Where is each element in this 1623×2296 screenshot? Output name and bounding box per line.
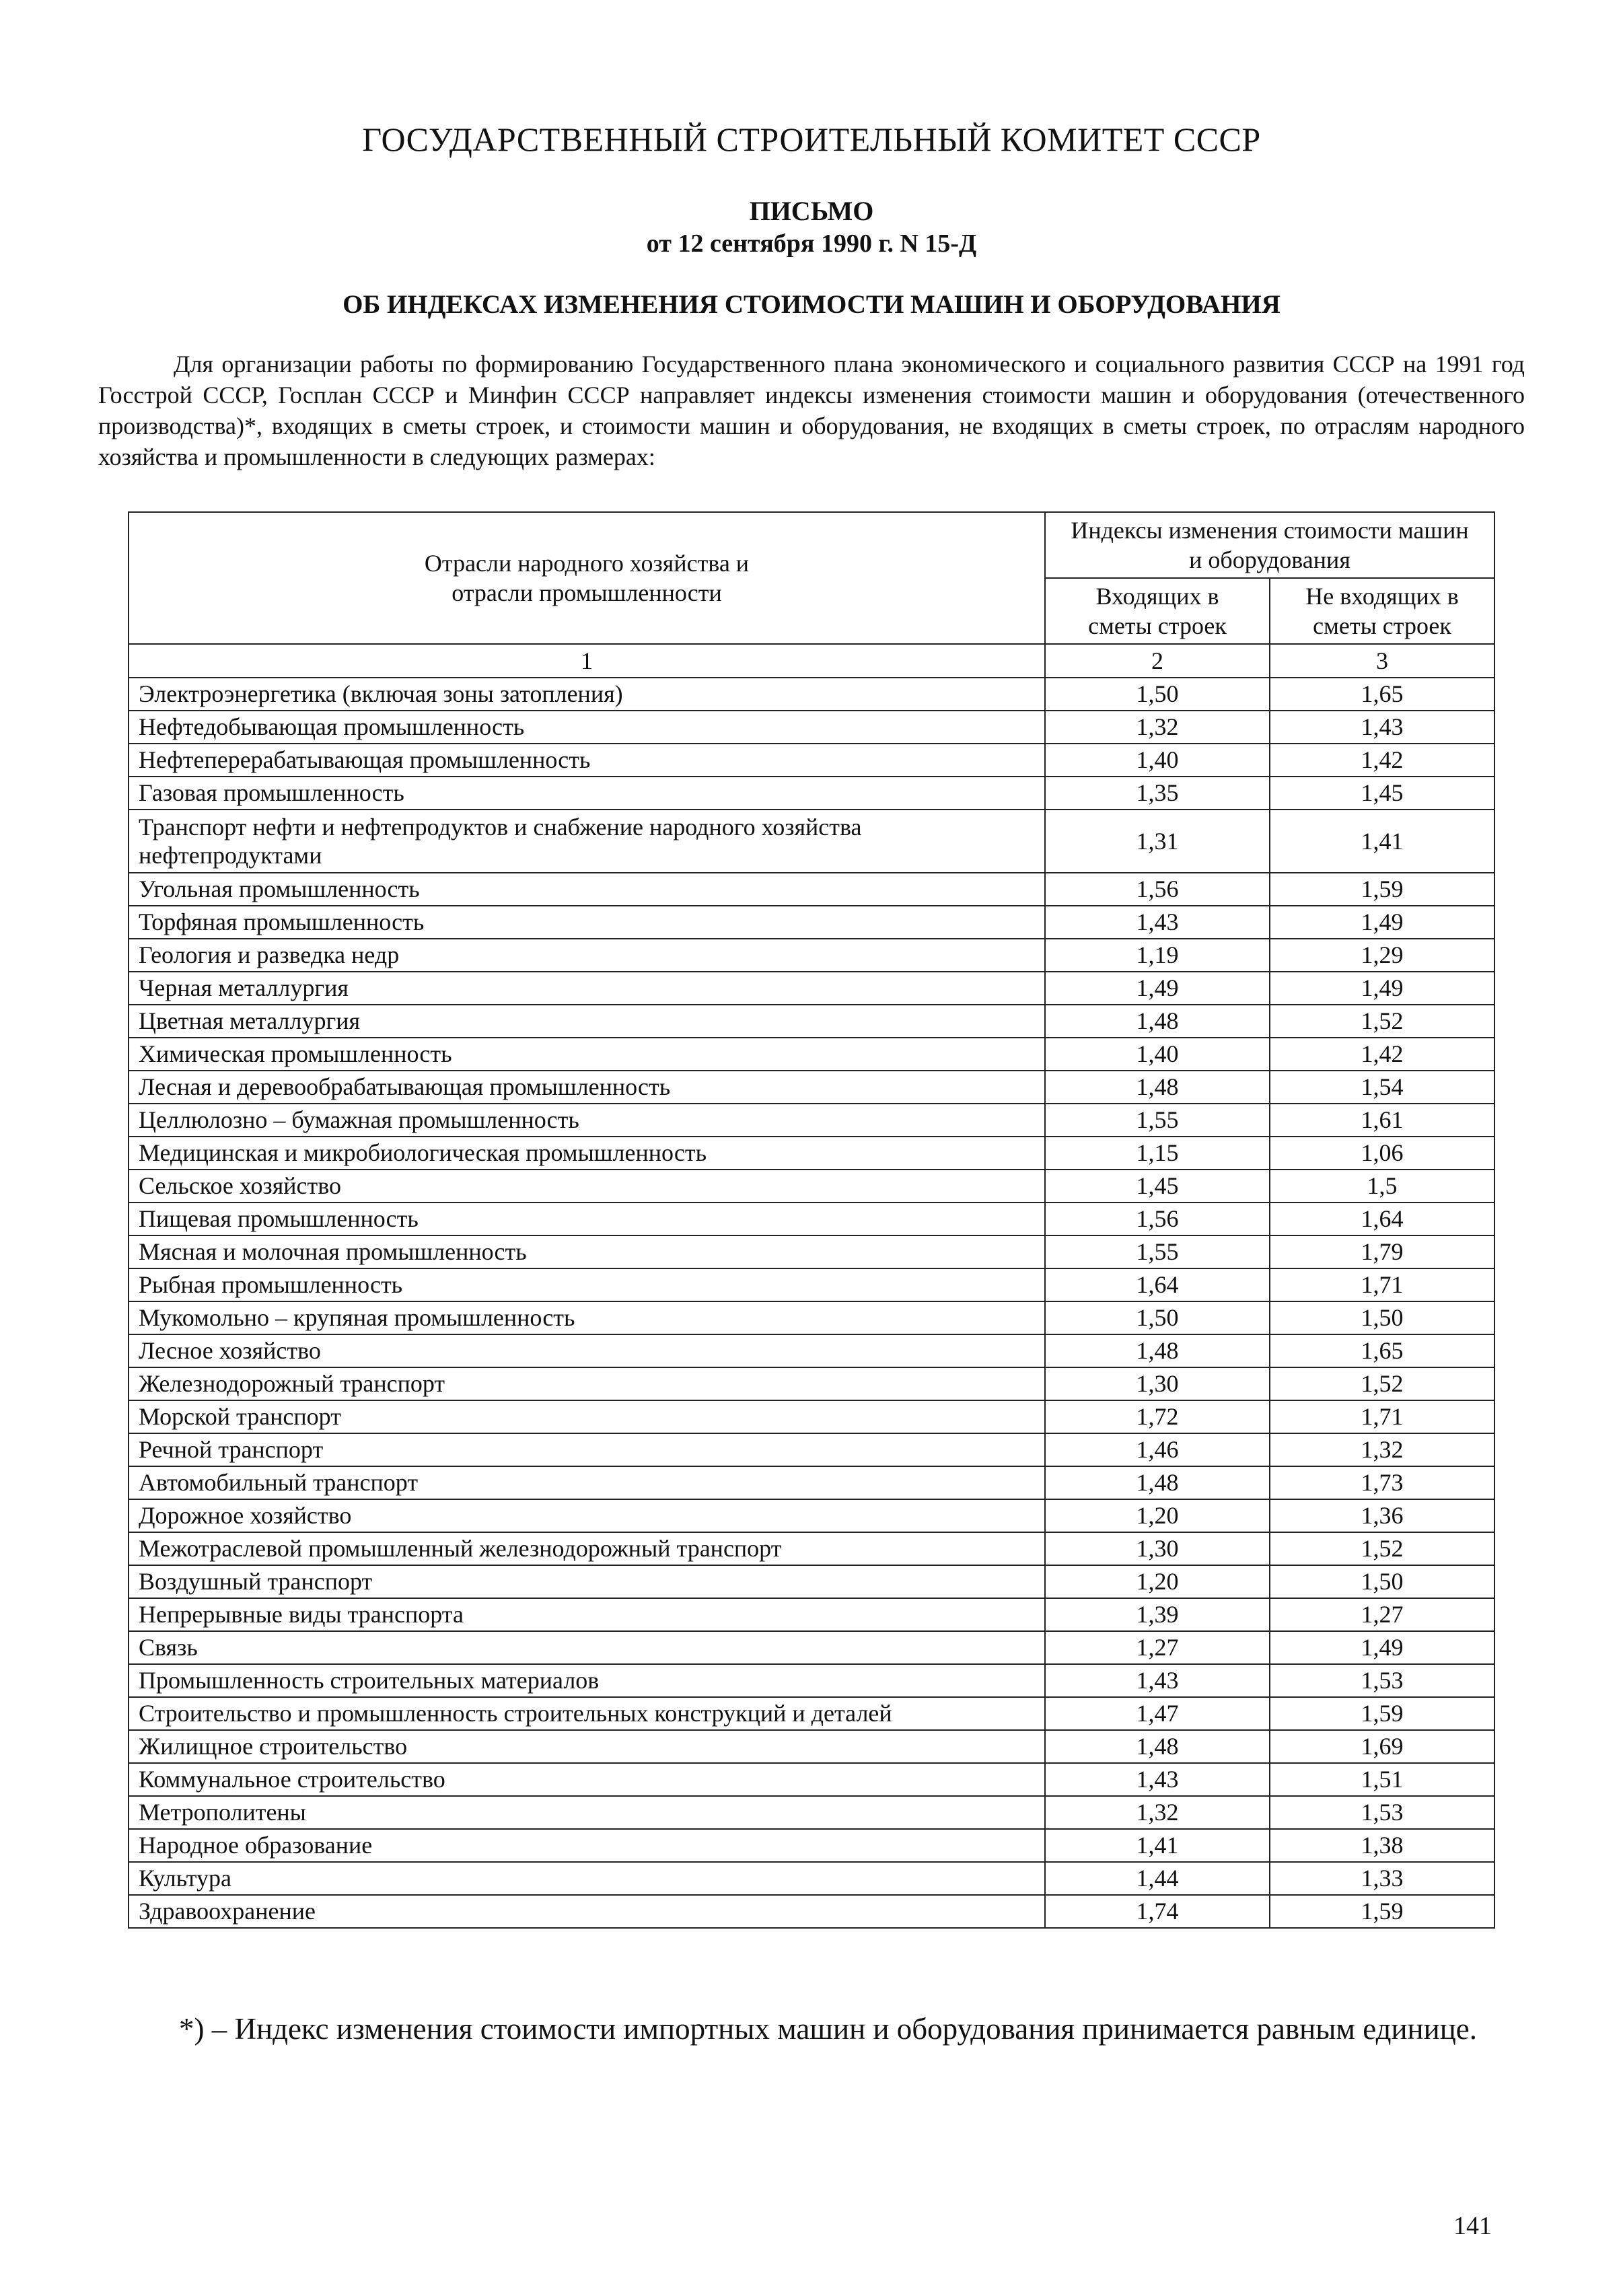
table-row bbox=[129, 1400, 1494, 1433]
industry-name-cell: Здравоохранение bbox=[129, 1895, 1045, 1928]
included-index-cell: 1,19 bbox=[1045, 939, 1270, 972]
column-number: 1 bbox=[129, 644, 1045, 678]
table-row bbox=[129, 1895, 1494, 1928]
industry-name-cell: Торфяная промышленность bbox=[129, 906, 1045, 939]
excluded-index-cell: 1,53 bbox=[1270, 1796, 1494, 1829]
table-row bbox=[129, 1697, 1494, 1730]
industry-name-cell: Строительство и промышленность строительных конструкций и деталей bbox=[129, 1697, 1045, 1730]
excluded-index-cell: 1,51 bbox=[1270, 1763, 1494, 1796]
included-index-cell: 1,20 bbox=[1045, 1499, 1270, 1532]
industry-name-cell: Железнодорожный транспорт bbox=[129, 1367, 1045, 1400]
excluded-index-cell: 1,49 bbox=[1270, 906, 1494, 939]
industry-name-cell: Медицинская и микробиологическая промышленность bbox=[129, 1137, 1045, 1170]
industry-name-cell: Рыбная промышленность bbox=[129, 1268, 1045, 1301]
excluded-index-cell: 1,53 bbox=[1270, 1664, 1494, 1697]
excluded-index-cell: 1,5 bbox=[1270, 1170, 1494, 1203]
industry-name-cell: Связь bbox=[129, 1631, 1045, 1664]
index-table bbox=[128, 511, 1495, 1929]
industry-name-cell: Народное образование bbox=[129, 1829, 1045, 1862]
included-index-cell: 1,15 bbox=[1045, 1137, 1270, 1170]
included-index-cell: 1,44 bbox=[1045, 1862, 1270, 1895]
table-row bbox=[129, 1664, 1494, 1697]
excluded-index-cell: 1,06 bbox=[1270, 1137, 1494, 1170]
table-row bbox=[129, 711, 1494, 744]
document-title: ОБ ИНДЕКСАХ ИЗМЕНЕНИЯ СТОИМОСТИ МАШИН И ОБОРУДОВАНИЯ bbox=[342, 290, 1281, 319]
industry-name-cell: Культура bbox=[129, 1862, 1045, 1895]
excluded-index-cell: 1,45 bbox=[1270, 777, 1494, 810]
table-row bbox=[129, 972, 1494, 1005]
industry-name-cell: Дорожное хозяйство bbox=[129, 1499, 1045, 1532]
included-index-cell: 1,40 bbox=[1045, 744, 1270, 777]
table-row bbox=[129, 1235, 1494, 1268]
industry-name-cell: Воздушный транспорт bbox=[129, 1565, 1045, 1598]
table-row bbox=[129, 1862, 1494, 1895]
table-row bbox=[129, 1796, 1494, 1829]
included-index-cell: 1,74 bbox=[1045, 1895, 1270, 1928]
included-index-cell: 1,55 bbox=[1045, 1235, 1270, 1268]
included-index-cell: 1,43 bbox=[1045, 1664, 1270, 1697]
table-row bbox=[129, 777, 1494, 810]
industry-name-cell: Целлюлозно – бумажная промышленность bbox=[129, 1104, 1045, 1137]
included-index-cell: 1,48 bbox=[1045, 1334, 1270, 1367]
industry-name-cell: Автомобильный транспорт bbox=[129, 1466, 1045, 1499]
industry-name-cell: Транспорт нефти и нефтепродуктов и снабжение народного хозяйства нефтепродуктами bbox=[129, 810, 1045, 873]
table-row bbox=[129, 873, 1494, 906]
excluded-index-cell: 1,36 bbox=[1270, 1499, 1494, 1532]
included-index-cell: 1,30 bbox=[1045, 1367, 1270, 1400]
excluded-index-cell: 1,32 bbox=[1270, 1433, 1494, 1466]
table-row bbox=[129, 1499, 1494, 1532]
table-row bbox=[129, 1598, 1494, 1631]
included-index-cell: 1,43 bbox=[1045, 1763, 1270, 1796]
industry-name-cell: Нефтедобывающая промышленность bbox=[129, 711, 1045, 744]
industry-name-cell: Сельское хозяйство bbox=[129, 1170, 1045, 1203]
included-index-cell: 1,35 bbox=[1045, 777, 1270, 810]
included-index-cell: 1,31 bbox=[1045, 810, 1270, 873]
industry-name-cell: Нефтеперерабатывающая промышленность bbox=[129, 744, 1045, 777]
header-index-group-text: Индексы изменения стоимости машин и оборудования bbox=[1071, 517, 1469, 573]
table-row bbox=[129, 1565, 1494, 1598]
industry-name-cell: Речной транспорт bbox=[129, 1433, 1045, 1466]
industry-name-cell: Химическая промышленность bbox=[129, 1038, 1045, 1071]
excluded-index-cell: 1,50 bbox=[1270, 1565, 1494, 1598]
industry-name-cell: Промышленность строительных материалов bbox=[129, 1664, 1045, 1697]
document-date: от 12 сентября 1990 г. N 15-Д bbox=[646, 229, 977, 258]
table-row bbox=[129, 1433, 1494, 1466]
excluded-index-cell: 1,41 bbox=[1270, 810, 1494, 873]
header-index-group bbox=[1045, 512, 1494, 578]
excluded-index-cell: 1,65 bbox=[1270, 1334, 1494, 1367]
column-number: 2 bbox=[1045, 644, 1270, 678]
table-row bbox=[129, 1301, 1494, 1334]
footnote: *) – Индекс изменения стоимости импортных машин и оборудования принимается равным единице. bbox=[179, 2012, 1478, 2046]
excluded-index-cell: 1,52 bbox=[1270, 1532, 1494, 1565]
excluded-index-cell: 1,59 bbox=[1270, 873, 1494, 906]
table-row bbox=[129, 1071, 1494, 1104]
included-index-cell: 1,32 bbox=[1045, 711, 1270, 744]
included-index-cell: 1,56 bbox=[1045, 1203, 1270, 1235]
included-index-cell: 1,46 bbox=[1045, 1433, 1270, 1466]
excluded-index-cell: 1,79 bbox=[1270, 1235, 1494, 1268]
industry-name-cell: Лесная и деревообрабатывающая промышленность bbox=[129, 1071, 1045, 1104]
excluded-index-cell: 1,27 bbox=[1270, 1598, 1494, 1631]
industry-name-cell: Лесное хозяйство bbox=[129, 1334, 1045, 1367]
excluded-index-cell: 1,71 bbox=[1270, 1400, 1494, 1433]
table-row bbox=[129, 1137, 1494, 1170]
excluded-index-cell: 1,69 bbox=[1270, 1730, 1494, 1763]
header-industry bbox=[129, 512, 1045, 644]
included-index-cell: 1,50 bbox=[1045, 678, 1270, 711]
included-index-cell: 1,43 bbox=[1045, 906, 1270, 939]
intro-paragraph: Для организации работы по формированию Государственного плана экономического и социального развития СССР на 1991 год Госстрой СССР, Госплан СССР и Минфин СССР направляет индексы изменения стоимости машин и оборудования (отечественного производства)*, входящих в сметы строек, и стоимости машин и оборудования, не входящих в сметы строек, по отраслям народного хозяйства и промышленности в следующих размерах: bbox=[98, 351, 1525, 470]
industry-name-cell: Мясная и молочная промышленность bbox=[129, 1235, 1045, 1268]
included-index-cell: 1,39 bbox=[1045, 1598, 1270, 1631]
excluded-index-cell: 1,64 bbox=[1270, 1203, 1494, 1235]
table-row bbox=[129, 1038, 1494, 1071]
included-index-cell: 1,72 bbox=[1045, 1400, 1270, 1433]
included-index-cell: 1,32 bbox=[1045, 1796, 1270, 1829]
table-row bbox=[129, 1631, 1494, 1664]
included-index-cell: 1,48 bbox=[1045, 1071, 1270, 1104]
table-row bbox=[129, 744, 1494, 777]
excluded-index-cell: 1,61 bbox=[1270, 1104, 1494, 1137]
header-excluded bbox=[1270, 578, 1494, 644]
excluded-index-cell: 1,59 bbox=[1270, 1895, 1494, 1928]
included-index-cell: 1,47 bbox=[1045, 1697, 1270, 1730]
industry-name-cell: Межотраслевой промышленный железнодорожный транспорт bbox=[129, 1532, 1045, 1565]
industry-name-cell: Электроэнергетика (включая зоны затопления) bbox=[129, 678, 1045, 711]
included-index-cell: 1,56 bbox=[1045, 873, 1270, 906]
excluded-index-cell: 1,33 bbox=[1270, 1862, 1494, 1895]
excluded-index-cell: 1,50 bbox=[1270, 1301, 1494, 1334]
excluded-index-cell: 1,49 bbox=[1270, 1631, 1494, 1664]
table-row bbox=[129, 1268, 1494, 1301]
table-row bbox=[129, 1334, 1494, 1367]
included-index-cell: 1,48 bbox=[1045, 1466, 1270, 1499]
excluded-index-cell: 1,38 bbox=[1270, 1829, 1494, 1862]
table-row bbox=[129, 1532, 1494, 1565]
industry-name-cell: Морской транспорт bbox=[129, 1400, 1045, 1433]
included-index-cell: 1,64 bbox=[1045, 1268, 1270, 1301]
organization-heading: ГОСУДАРСТВЕННЫЙ СТРОИТЕЛЬНЫЙ КОМИТЕТ СССР bbox=[362, 120, 1261, 158]
table-row bbox=[129, 939, 1494, 972]
included-index-cell: 1,48 bbox=[1045, 1730, 1270, 1763]
document-type: ПИСЬМО bbox=[749, 196, 874, 226]
excluded-index-cell: 1,71 bbox=[1270, 1268, 1494, 1301]
industry-name-cell: Цветная металлургия bbox=[129, 1005, 1045, 1038]
header-included bbox=[1045, 578, 1270, 644]
header-excluded-text: Не входящих в сметы строек bbox=[1305, 583, 1459, 639]
industry-name-cell: Угольная промышленность bbox=[129, 873, 1045, 906]
table-header-row bbox=[129, 512, 1494, 578]
excluded-index-cell: 1,54 bbox=[1270, 1071, 1494, 1104]
industry-name-cell: Мукомольно – крупяная промышленность bbox=[129, 1301, 1045, 1334]
included-index-cell: 1,48 bbox=[1045, 1005, 1270, 1038]
table-row bbox=[129, 1367, 1494, 1400]
included-index-cell: 1,41 bbox=[1045, 1829, 1270, 1862]
included-index-cell: 1,20 bbox=[1045, 1565, 1270, 1598]
table-row bbox=[129, 678, 1494, 711]
included-index-cell: 1,40 bbox=[1045, 1038, 1270, 1071]
included-index-cell: 1,27 bbox=[1045, 1631, 1270, 1664]
page-number: 141 bbox=[1453, 2212, 1492, 2240]
table-row bbox=[129, 1466, 1494, 1499]
header-included-text: Входящих в сметы строек bbox=[1088, 583, 1227, 639]
excluded-index-cell: 1,52 bbox=[1270, 1005, 1494, 1038]
excluded-index-cell: 1,59 bbox=[1270, 1697, 1494, 1730]
included-index-cell: 1,30 bbox=[1045, 1532, 1270, 1565]
column-number-row bbox=[129, 644, 1494, 678]
excluded-index-cell: 1,49 bbox=[1270, 972, 1494, 1005]
table-row bbox=[129, 1829, 1494, 1862]
included-index-cell: 1,49 bbox=[1045, 972, 1270, 1005]
industry-name-cell: Непрерывные виды транспорта bbox=[129, 1598, 1045, 1631]
industry-name-cell: Пищевая промышленность bbox=[129, 1203, 1045, 1235]
table-row bbox=[129, 1104, 1494, 1137]
industry-name-cell: Черная металлургия bbox=[129, 972, 1045, 1005]
excluded-index-cell: 1,43 bbox=[1270, 711, 1494, 744]
table-row bbox=[129, 1005, 1494, 1038]
table-row bbox=[129, 810, 1494, 873]
table-row bbox=[129, 1763, 1494, 1796]
excluded-index-cell: 1,65 bbox=[1270, 678, 1494, 711]
excluded-index-cell: 1,52 bbox=[1270, 1367, 1494, 1400]
included-index-cell: 1,50 bbox=[1045, 1301, 1270, 1334]
table-row bbox=[129, 1730, 1494, 1763]
table-row bbox=[129, 906, 1494, 939]
industry-name-cell: Жилищное строительство bbox=[129, 1730, 1045, 1763]
excluded-index-cell: 1,42 bbox=[1270, 744, 1494, 777]
excluded-index-cell: 1,42 bbox=[1270, 1038, 1494, 1071]
excluded-index-cell: 1,73 bbox=[1270, 1466, 1494, 1499]
column-number: 3 bbox=[1270, 644, 1494, 678]
excluded-index-cell: 1,29 bbox=[1270, 939, 1494, 972]
included-index-cell: 1,55 bbox=[1045, 1104, 1270, 1137]
header-industry-text: Отрасли народного хозяйства и отрасли промышленности bbox=[424, 550, 750, 606]
table-row bbox=[129, 1203, 1494, 1235]
industry-name-cell: Коммунальное строительство bbox=[129, 1763, 1045, 1796]
industry-name-cell: Метрополитены bbox=[129, 1796, 1045, 1829]
industry-name-cell: Геология и разведка недр bbox=[129, 939, 1045, 972]
industry-name-cell: Газовая промышленность bbox=[129, 777, 1045, 810]
included-index-cell: 1,45 bbox=[1045, 1170, 1270, 1203]
table-row bbox=[129, 1170, 1494, 1203]
